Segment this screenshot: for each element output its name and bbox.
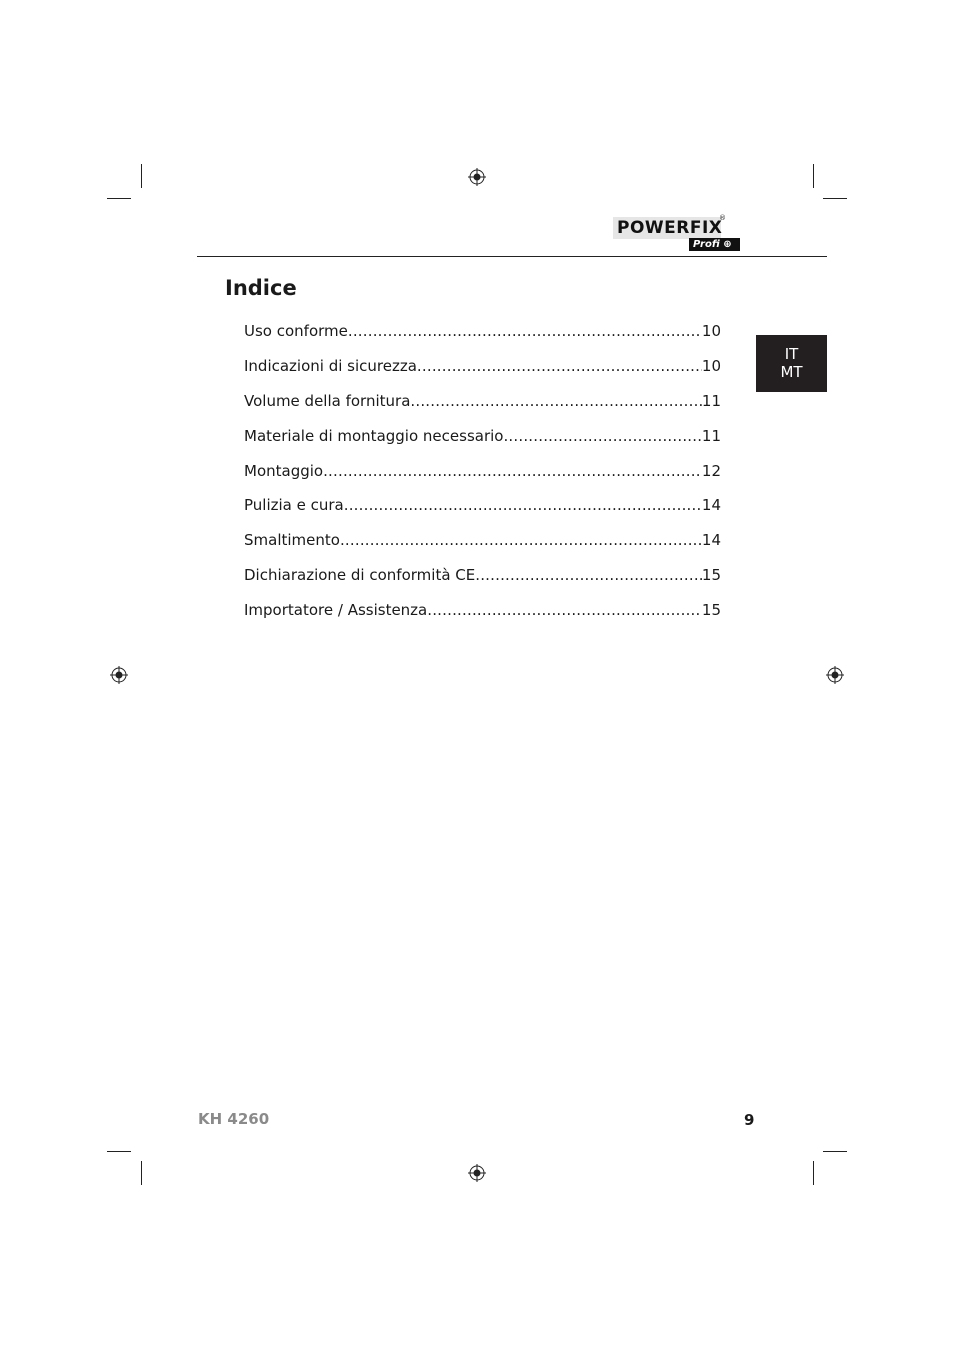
crop-mark-top-right-vertical [813, 164, 814, 188]
toc-entry[interactable] [244, 531, 721, 566]
language-tab [756, 335, 827, 392]
crop-mark-top-left-vertical [141, 164, 142, 188]
toc-entry-label: Volume della fornitura [244, 391, 411, 410]
toc-entry-label: Indicazioni di sicurezza [244, 356, 417, 375]
toc-entry-label: Pulizia e cura [244, 496, 344, 515]
toc-leader-dots [503, 427, 701, 445]
crop-mark-top-left-horizontal [107, 198, 131, 199]
crop-mark-bottom-right-horizontal [823, 1151, 847, 1152]
toc-entry[interactable] [244, 462, 721, 497]
toc-entry[interactable] [244, 322, 721, 357]
toc-leader-dots [323, 462, 702, 480]
toc-leader-dots [348, 322, 702, 340]
toc-entry[interactable] [244, 427, 721, 462]
toc-leader-dots [475, 566, 702, 584]
registration-mark-icon [468, 168, 486, 186]
toc-entry-label: Importatore / Assistenza [244, 601, 428, 620]
registration-mark-icon [468, 1164, 486, 1182]
toc-leader-dots [340, 531, 702, 549]
page-title: Indice [225, 276, 297, 300]
toc-entry[interactable] [244, 601, 721, 636]
toc-entry-page: 15 [701, 601, 721, 620]
crop-mark-bottom-left-vertical [141, 1161, 142, 1185]
toc-entry-page: 10 [701, 322, 721, 340]
toc-entry-label: Materiale di montaggio necessario [244, 426, 504, 445]
toc-entry-page: 14 [701, 531, 721, 550]
toc-entry-page: 11 [701, 426, 721, 445]
toc-entry-label: Smaltimento [244, 531, 340, 550]
toc-leader-dots [344, 496, 702, 514]
toc-entry-page: 14 [701, 496, 721, 515]
logo-wordmark: POWERFIX [613, 217, 721, 239]
logo-registered-mark: ® [719, 214, 726, 222]
footer-model-number: KH 4260 [198, 1110, 270, 1128]
toc-entry-page: 11 [701, 391, 721, 410]
logo-profi-badge [689, 238, 740, 251]
toc-entry-page: 10 [701, 356, 721, 375]
toc-entry[interactable] [244, 357, 721, 392]
toc-entry-page: 12 [701, 461, 721, 480]
crop-mark-bottom-right-vertical [813, 1161, 814, 1185]
toc-leader-dots [417, 357, 702, 375]
toc-entry-label: Montaggio [244, 461, 324, 480]
logo-profi-text: Profi [693, 239, 720, 250]
toc-leader-dots [427, 601, 702, 619]
powerfix-profi-logo [613, 214, 740, 253]
toc-entry[interactable] [244, 566, 721, 601]
plus-circle-icon: ⊕ [723, 239, 732, 250]
toc-entry-label: Dichiarazione di conformità CE [244, 566, 476, 585]
header-rule [197, 256, 827, 257]
toc-entry-label: Uso conforme [244, 322, 348, 340]
language-code-it: IT [784, 345, 799, 363]
table-of-contents [244, 322, 721, 636]
toc-leader-dots [410, 392, 702, 410]
crop-mark-top-right-horizontal [823, 198, 847, 199]
crop-mark-bottom-left-horizontal [107, 1151, 131, 1152]
toc-entry-page: 15 [701, 566, 721, 585]
registration-mark-icon [110, 666, 128, 684]
toc-entry[interactable] [244, 496, 721, 531]
toc-entry[interactable] [244, 392, 721, 427]
footer-page-number: 9 [744, 1111, 755, 1129]
language-code-mt: MT [780, 363, 803, 381]
registration-mark-icon [826, 666, 844, 684]
